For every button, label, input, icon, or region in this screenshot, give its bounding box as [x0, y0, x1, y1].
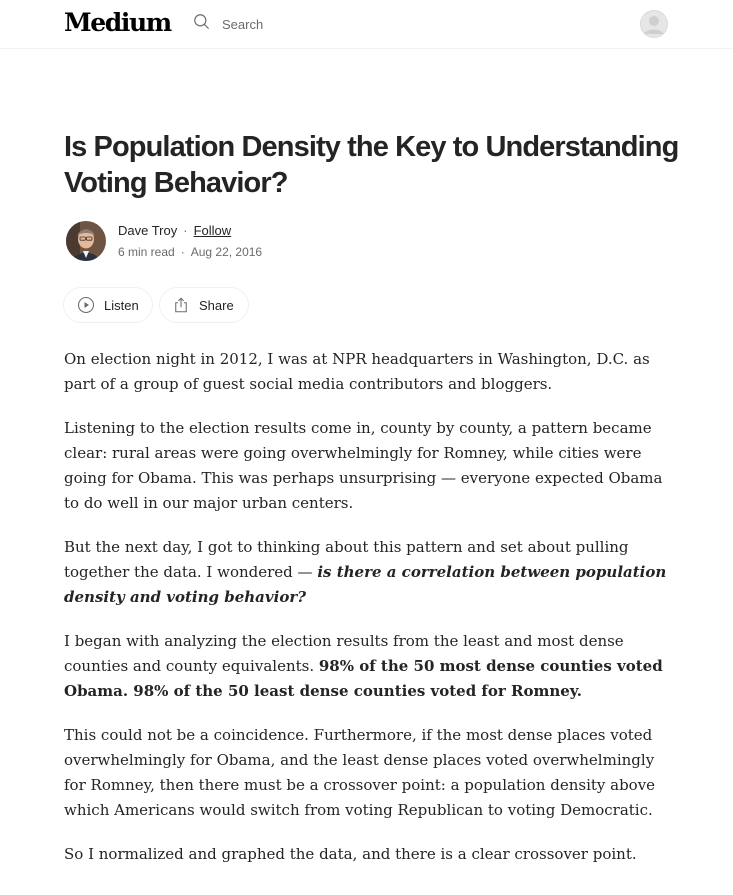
- follow-link[interactable]: Follow: [193, 223, 232, 238]
- listen-button[interactable]: [64, 288, 152, 322]
- paragraph-text: I began with analyzing the election results from the least and most dense counties and county equivalents.: [64, 631, 624, 675]
- meta-separator: ·: [183, 223, 188, 238]
- meta-separator: ·: [180, 245, 185, 259]
- user-avatar-button[interactable]: [640, 10, 668, 38]
- share-label: Share: [199, 297, 234, 313]
- share-button[interactable]: [160, 288, 248, 322]
- read-time: 6 min read: [118, 245, 175, 259]
- listen-label: Listen: [104, 297, 139, 313]
- medium-logo[interactable]: Medium: [64, 8, 171, 37]
- article-title: Is Population Density the Key to Understanding Voting Behavior?: [64, 131, 679, 199]
- bold-statistic: 98% of the 50 most dense counties voted Obama. 98% of the 50 least dense counties voted for Romney.: [64, 656, 663, 701]
- share-icon: [172, 296, 190, 314]
- paragraph: This could not be a coincidence. Furthermore, if the most dense places voted overwhelmingly for Obama, and the least dense places voted overwhelmingly for Romney, then there must be a crossover point: a population density above which Americans would switch from voting Republican to voting Democratic.: [64, 725, 656, 820]
- paragraph: On election night in 2012, I was at NPR headquarters in Washington, D.C. as part of a group of guest social media contributors and bloggers.: [64, 350, 650, 394]
- article-meta: [118, 243, 262, 261]
- paragraph: Listening to the election results come in, county by county, a pattern became clear: rural areas were going overwhelmingly for Romney, while cities were going for Obama. This was perhaps unsurprising — everyone expected Obama to do well in our major urban centers.: [64, 418, 663, 513]
- play-icon: [77, 296, 95, 314]
- author-portrait-icon: [66, 221, 106, 261]
- publish-date: Aug 22, 2016: [190, 245, 263, 259]
- author-avatar[interactable]: [66, 221, 106, 261]
- paragraph: [64, 535, 676, 611]
- default-user-icon: [640, 10, 668, 38]
- emphasized-question: is there a correlation between population density and voting behavior?: [64, 563, 667, 607]
- author-name[interactable]: Dave Troy: [118, 223, 178, 238]
- paragraph: [64, 629, 676, 705]
- search-box[interactable]: [192, 11, 392, 37]
- article-body: [64, 347, 676, 885]
- paragraph-text: But the next day, I got to thinking about this pattern and set about pulling together the data. I wondered —: [64, 537, 629, 582]
- search-icon[interactable]: [192, 12, 211, 36]
- top-navigation-bar: [0, 0, 733, 49]
- author-line: [118, 222, 231, 240]
- paragraph: So I normalized and graphed the data, and there is a clear crossover point.: [64, 844, 637, 863]
- search-input[interactable]: [222, 17, 372, 32]
